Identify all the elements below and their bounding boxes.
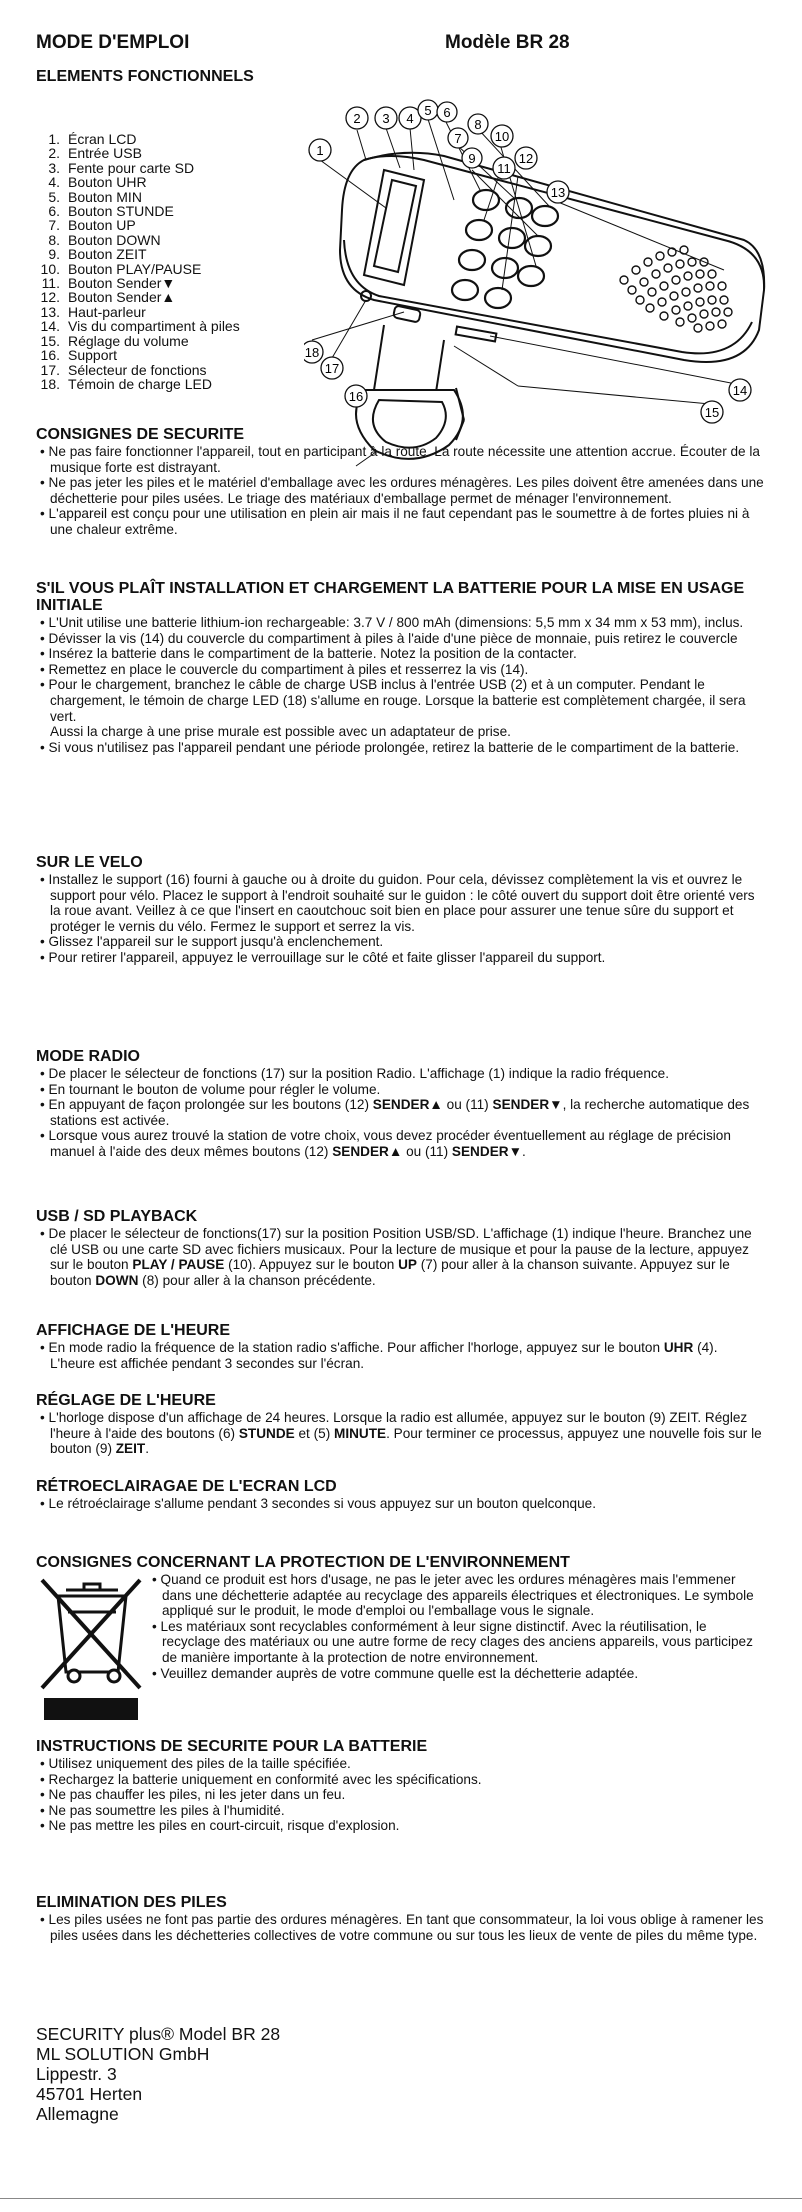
environment-heading: CONSIGNES CONCERNANT LA PROTECTION DE L'ENVIRONNEMENT [36,1554,570,1571]
part-item: 9. Bouton ZEIT [48,246,147,263]
battery-item: • Utilisez uniquement des piles de la taille spécifiée. [36,1756,766,1772]
part-item: 5. Bouton MIN [48,188,142,205]
callout-16 [345,385,367,407]
radio-item: • En appuyant de façon prolongée sur les boutons (12) SENDER▲ ou (11) SENDER▼, la recherche automatique des stations est activée. [36,1097,766,1128]
address-line: 45701 Herten [36,2084,143,2104]
callout-13 [547,181,569,203]
callout-14 [729,379,751,401]
callout-17 [321,357,343,379]
install-item: • Pour le chargement, branchez le câble de charge USB inclus à l'entrée USB (2) et à un computer. Pendant le chargement, le témoin de charge LED (18) s'allume en rouge. Lorsque la batterie est complètement chargée, il sera vert. [36,677,766,724]
install-heading: S'IL VOUS PLAÎT INSTALLATION ET CHARGEMENT LA BATTERIE POUR LA MISE EN USAGE INITIALE [36,580,745,614]
safety-item: • L'appareil est conçu pour une utilisation en plein air mais il ne faut cependant pas le soumettre à de fortes pluies ni à une chaleur extrême. [36,506,766,537]
callout-8 [468,114,488,134]
header [36,32,766,62]
usb-heading: USB / SD PLAYBACK [36,1208,198,1225]
install-item: • Si vous n'utilisez pas l'appareil pendant une période prolongée, retirez la batterie de le compartiment de la batterie. [36,740,766,756]
install-item: • Remettez en place le couvercle du compartiment à piles et resserrez la vis (14). [36,662,766,678]
battery-item: • Ne pas mettre les piles en court-circuit, risque d'explosion. [36,1818,766,1834]
bike-section [36,854,766,966]
radio-item: • De placer le sélecteur de fonctions (17) sur la position Radio. L'affichage (1) indique la radio fréquence. [36,1066,766,1082]
radio-item: • En tournant le bouton de volume pour régler le volume. [36,1082,766,1098]
environment-item: • Les matériaux sont recyclables conformément à leur signe distinctif. Avec la réutilisation, le recyclage des matériaux ou une autre forme de recy clages des anciens appareils, vous participez de manière importante à la protection de notre environnement. [148,1619,766,1666]
address-line: Lippestr. 3 [36,2064,117,2084]
part-item: 2. Entrée USB [48,145,142,162]
environment-item: • Veuillez demander auprès de votre commune quelle est la déchetterie adaptée. [148,1666,766,1682]
svg-text:18: 18 [304,345,320,360]
device-illustration [304,90,774,480]
svg-text:6: 6 [443,105,451,120]
svg-text:1: 1 [316,143,324,158]
usb-section [36,1208,766,1288]
battery-item: • Ne pas soumettre les piles à l'humidité. [36,1803,766,1819]
part-item: 6. Bouton STUNDE [48,203,174,220]
callout-15 [701,401,723,423]
radio-heading: MODE RADIO [36,1048,140,1065]
svg-text:4: 4 [406,111,414,126]
part-item: 4. Bouton UHR [48,174,147,191]
svg-text:9: 9 [468,151,476,166]
part-item: 3. Fente pour carte SD [48,159,195,176]
svg-text:7: 7 [454,131,462,146]
manufacturer-address [36,2024,280,2124]
part-item: 1. Écran LCD [48,131,137,147]
install-item: • L'Unit utilise une batterie lithium-ion rechargeable: 3.7 V / 800 mAh (dimensions: 5,5 mm x 34 mm x 53 mm), inclus. [36,615,766,631]
svg-text:15: 15 [704,405,720,420]
callout-1 [309,139,331,161]
disposal-heading: ELIMINATION DES PILES [36,1894,227,1911]
weee-bin-icon [36,1572,146,1722]
install-item: • Dévisser la vis (14) du couvercle du compartiment à piles à l'aide d'une pièce de monnaie, puis retirez le couvercle [36,631,766,647]
disposal-section [36,1894,766,1943]
disposal-item: • Les piles usées ne font pas partie des ordures ménagères. En tant que consommateur, la loi vous oblige à ramener les piles usées dans les déchetteries collectives de votre commune ou sur tous les lieux de vente de piles du même type. [36,1912,766,1943]
part-item: 15. Réglage du volume [40,332,189,349]
address-line: ML SOLUTION GmbH [36,2044,210,2064]
part-item: 16. Support [40,347,118,364]
bike-item: • Pour retirer l'appareil, appuyez le verrouillage sur le côté et faite glisser l'appareil du support. [36,950,766,966]
manual-title: MODE D'EMPLOI [36,32,190,53]
bike-item: • Installez le support (16) fourni à gauche ou à droite du guidon. Pour cela, dévissez complètement la vis et ouvrez le support pour vélo. Placez le support à l'endroit souhaité sur le guidon : le côté ouvert du support doit être orienté vers la roue avant. Veillez à ce que l'insert en caoutchouc soit bien en place pour assurer une tenue sûre du support et protéger le vernis du vélo. Fermez le support et serrez la vis. [36,872,766,934]
address-line: Allemagne [36,2104,119,2124]
callout-2 [346,107,368,129]
install-note: Aussi la charge à une prise murale est possible avec un adaptateur de prise. [50,724,511,740]
clock-display-heading: AFFICHAGE DE L'HEURE [36,1322,231,1339]
clock-setting-section [36,1392,766,1457]
clock-setting-heading: RÉGLAGE DE L'HEURE [36,1392,216,1409]
svg-text:11: 11 [497,161,511,176]
usb-item: • De placer le sélecteur de fonctions(17) sur la position Position USB/SD. L'affichage (1) indique l'heure. Branchez une clé USB ou une carte SD avec fichiers musicaux. Pour la lecture de musique et pour la pause de la lecture, appuyez sur le bouton PLAY / PAUSE (10). Appuyez sur le bouton UP (7) pour aller à la chanson suivante. Appuyez sur le bouton DOWN (8) pour aller à la chanson précédente. [36,1226,766,1288]
radio-item: • Lorsque vous aurez trouvé la station de votre choix, vous devez procéder éventuellement au réglage de précision manuel à l'aide des deux mêmes boutons (12) SENDER▲ ou (11) SENDER▼. [36,1128,766,1159]
battery-item: • Rechargez la batterie uniquement en conformité avec les spécifications. [36,1772,766,1788]
clock-display-item: • En mode radio la fréquence de la station radio s'affiche. Pour afficher l'horloge, appuyez sur le bouton UHR (4). L'heure est affichée pendant 3 secondes sur l'écran. [36,1340,766,1371]
bottom-divider [0,2198,802,2199]
part-item: 17. Sélecteur de fonctions [40,361,207,378]
callout-10 [491,125,513,147]
battery-section [36,1738,766,1834]
safety-section [36,426,766,538]
backlight-section [36,1478,766,1512]
svg-text:12: 12 [518,151,534,166]
clock-setting-item: • L'horloge dispose d'un affichage de 24 heures. Lorsque la radio est allumée, appuyez sur le bouton (9) ZEIT. Réglez l'heure à l'aide des boutons (6) STUNDE et (5) MINUTE. Pour terminer ce processus, appuyez une nouvelle fois sur le bouton (9) ZEIT. [36,1410,766,1457]
address-line: SECURITY plus® Model BR 28 [36,2024,281,2044]
bike-item: • Glissez l'appareil sur le support jusqu'à enclenchement. [36,934,766,950]
callout-6 [437,102,457,122]
callout-18 [304,341,323,363]
install-section [36,580,766,755]
svg-text:5: 5 [424,103,432,118]
svg-text:16: 16 [348,389,364,404]
battery-item: • Ne pas chauffer les piles, ni les jeter dans un feu. [36,1787,766,1803]
bike-heading: SUR LE VELO [36,854,143,871]
svg-text:13: 13 [550,185,566,200]
svg-text:14: 14 [732,383,748,398]
parts-list [36,132,240,391]
svg-text:10: 10 [494,129,510,144]
part-item: 7. Bouton UP [48,217,136,234]
part-item: 18. Témoin de charge LED [40,375,212,392]
part-item: 8. Bouton DOWN [48,231,161,248]
callout-5 [418,100,438,120]
part-item: 14. Vis du compartiment à piles [40,318,240,335]
backlight-heading: RÉTROECLAIRAGAE DE L'ECRAN LCD [36,1478,337,1495]
callout-3 [375,107,397,129]
svg-text:2: 2 [353,111,361,126]
svg-text:17: 17 [324,361,340,376]
environment-item: • Quand ce produit est hors d'usage, ne pas le jeter avec les ordures ménagères mais l'emmener dans une déchetterie adaptée au recyclage des appareils électriques et électroniques. Le symbole appliqué sur le produit, le mode d'emploi ou l'emballage vous le signale. [148,1572,766,1619]
clock-display-section [36,1322,766,1371]
model-title: Modèle BR 28 [445,32,570,53]
safety-heading: CONSIGNES DE SECURITE [36,426,245,443]
callout-12 [515,147,537,169]
part-item: 11. Bouton Sender▼ [41,275,176,292]
callout-7 [448,128,468,148]
part-item: 13. Haut-parleur [40,303,146,320]
radio-section [36,1048,766,1160]
backlight-item: • Le rétroéclairage s'allume pendant 3 secondes si vous appuyez sur un bouton quelconque. [36,1496,766,1512]
callout-9 [462,148,482,168]
part-item: 10. Bouton PLAY/PAUSE [40,260,202,277]
safety-item: • Ne pas jeter les piles et le matériel d'emballage avec les ordures ménagères. Les piles doivent être amenées dans une déchetterie pour piles usées. Le triage des matériaux d'emballage permet de ménager l'environnement. [36,475,766,506]
install-item: • Insérez la batterie dans le compartiment de la batterie. Notez la position de la contacter. [36,646,766,662]
elements-heading: ELEMENTS FONCTIONNELS [36,68,254,85]
part-item: 12. Bouton Sender▲ [40,289,176,306]
svg-text:8: 8 [474,117,482,132]
safety-item: • Ne pas faire fonctionner l'appareil, tout en participant à la route. La route nécessite une attention accrue. Écouter de la musique forte est distrayant. [36,444,766,475]
callout-11 [493,157,515,179]
svg-text:3: 3 [382,111,390,126]
battery-heading: INSTRUCTIONS DE SECURITE POUR LA BATTERIE [36,1738,428,1755]
